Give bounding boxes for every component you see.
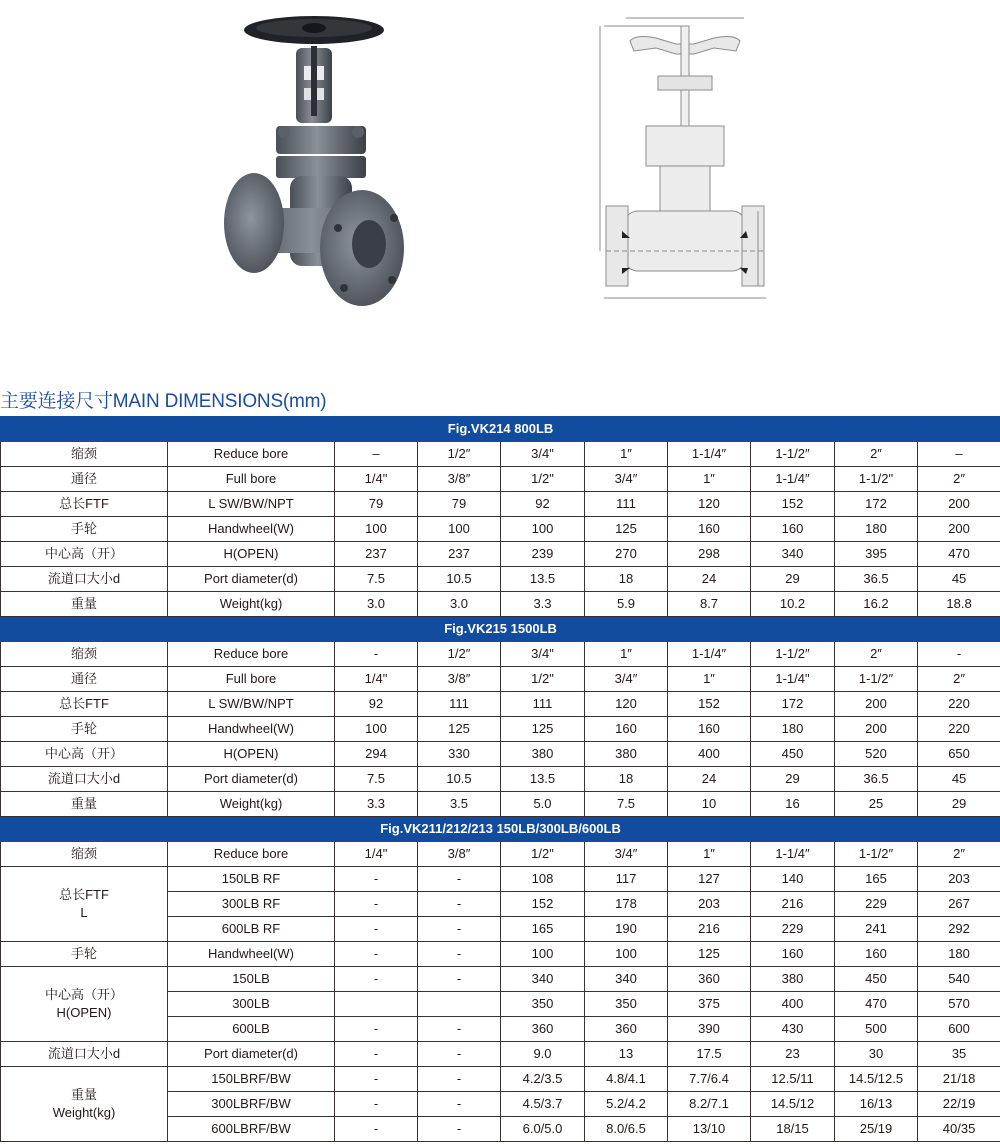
row-label-cn: 通径 xyxy=(1,467,168,492)
row-label-cn: 总长FTF xyxy=(1,492,168,517)
table-row xyxy=(1,767,1000,792)
table-row xyxy=(1,967,1000,992)
value-cell: 100 xyxy=(501,517,585,542)
value-cell: - xyxy=(418,942,501,967)
table-row xyxy=(1,742,1000,767)
value-cell: 350 xyxy=(585,992,668,1017)
row-label-en: 150LB RF xyxy=(168,867,335,892)
value-cell: 7.5 xyxy=(335,567,418,592)
value-cell: - xyxy=(335,1067,418,1092)
group-label-cn: 中心高（开） xyxy=(44,987,123,1002)
value-cell: - xyxy=(335,1042,418,1067)
row-label-en: Reduce bore xyxy=(168,842,335,867)
value-cell: 3/4″ xyxy=(585,467,668,492)
table-row xyxy=(1,442,1000,467)
value-cell: 239 xyxy=(501,542,585,567)
value-cell: 200 xyxy=(918,517,1000,542)
value-cell: 1-1/4″ xyxy=(668,642,751,667)
table-section-heading: Fig.VK211/212/213 150LB/300LB/600LB xyxy=(1,817,1000,842)
value-cell: 220 xyxy=(918,717,1000,742)
value-cell: 180 xyxy=(918,942,1000,967)
value-cell: 165 xyxy=(501,917,585,942)
value-cell: 450 xyxy=(835,967,918,992)
row-label-en: Reduce bore xyxy=(168,442,335,467)
value-cell: 29 xyxy=(918,792,1000,817)
value-cell: 340 xyxy=(751,542,835,567)
value-cell: 140 xyxy=(751,867,835,892)
group-label-en: Weight(kg) xyxy=(52,1105,116,1120)
value-cell: 1-1/2″ xyxy=(751,642,835,667)
table-row xyxy=(1,1042,1000,1067)
value-cell: 18 xyxy=(585,567,668,592)
value-cell: - xyxy=(918,642,1000,667)
value-cell: 267 xyxy=(918,892,1000,917)
value-cell: 152 xyxy=(668,692,751,717)
value-cell: 3.0 xyxy=(335,592,418,617)
value-cell: 3/8″ xyxy=(418,467,501,492)
value-cell: - xyxy=(335,942,418,967)
value-cell: 1/2″ xyxy=(418,442,501,467)
value-cell: 340 xyxy=(585,967,668,992)
value-cell: 24 xyxy=(668,567,751,592)
row-label-en: Handwheel(W) xyxy=(168,717,335,742)
value-cell: 1-1/2″ xyxy=(751,442,835,467)
value-cell: 1-1/4″ xyxy=(751,467,835,492)
value-cell: 160 xyxy=(751,517,835,542)
value-cell: 160 xyxy=(835,942,918,967)
value-cell: 350 xyxy=(501,992,585,1017)
table-row xyxy=(1,542,1000,567)
row-label-en: Port diameter(d) xyxy=(168,1042,335,1067)
value-cell: 5.2/4.2 xyxy=(585,1092,668,1117)
table-row xyxy=(1,792,1000,817)
value-cell: 23 xyxy=(751,1042,835,1067)
value-cell: 470 xyxy=(918,542,1000,567)
value-cell: 8.0/6.5 xyxy=(585,1117,668,1142)
table-section-heading: Fig.VK215 1500LB xyxy=(1,617,1000,642)
value-cell: 1/2" xyxy=(501,842,585,867)
value-cell: 360 xyxy=(585,1017,668,1042)
value-cell: 380 xyxy=(585,742,668,767)
value-cell: 180 xyxy=(751,717,835,742)
value-cell: 160 xyxy=(751,942,835,967)
group-label xyxy=(1,967,168,1042)
table-row xyxy=(1,517,1000,542)
row-label-en: Weight(kg) xyxy=(168,592,335,617)
value-cell: 16 xyxy=(751,792,835,817)
row-label-en: L SW/BW/NPT xyxy=(168,492,335,517)
value-cell: 92 xyxy=(335,692,418,717)
table-section-header xyxy=(1,617,1000,642)
value-cell: 13/10 xyxy=(668,1117,751,1142)
value-cell: 160 xyxy=(668,517,751,542)
row-label-en: 150LB xyxy=(168,967,335,992)
value-cell: 3/8″ xyxy=(418,667,501,692)
value-cell: 520 xyxy=(835,742,918,767)
value-cell: 18.8 xyxy=(918,592,1000,617)
group-label-cn: 总长FTF xyxy=(59,887,109,902)
value-cell: 7.5 xyxy=(335,767,418,792)
valve-section-drawing xyxy=(596,6,766,306)
value-cell: - xyxy=(418,892,501,917)
value-cell: - xyxy=(335,917,418,942)
value-cell: 13 xyxy=(585,1042,668,1067)
value-cell: 10.5 xyxy=(418,567,501,592)
value-cell: 22/19 xyxy=(918,1092,1000,1117)
value-cell: 1-1/4″ xyxy=(668,442,751,467)
value-cell: 1/2″ xyxy=(418,642,501,667)
dimensions-table xyxy=(0,416,1000,1142)
value-cell: 203 xyxy=(918,867,1000,892)
row-label-en: Full bore xyxy=(168,467,335,492)
value-cell: 13.5 xyxy=(501,767,585,792)
table-row xyxy=(1,717,1000,742)
value-cell: - xyxy=(335,1092,418,1117)
value-cell: 1-1/2″ xyxy=(835,842,918,867)
value-cell: 216 xyxy=(668,917,751,942)
table-row xyxy=(1,567,1000,592)
value-cell: 35 xyxy=(918,1042,1000,1067)
value-cell: 3/4" xyxy=(501,442,585,467)
value-cell: 2″ xyxy=(835,442,918,467)
value-cell: - xyxy=(335,867,418,892)
value-cell: 237 xyxy=(335,542,418,567)
row-label-en: H(OPEN) xyxy=(168,542,335,567)
row-label-en: 300LB xyxy=(168,992,335,1017)
value-cell: - xyxy=(418,1017,501,1042)
table-section-heading: Fig.VK214 800LB xyxy=(1,417,1000,442)
value-cell: 3/4" xyxy=(501,642,585,667)
value-cell: 12.5/11 xyxy=(751,1067,835,1092)
value-cell: 360 xyxy=(501,1017,585,1042)
value-cell: 111 xyxy=(418,692,501,717)
row-label-cn: 重量 xyxy=(1,592,168,617)
value-cell: 3.5 xyxy=(418,792,501,817)
value-cell: 190 xyxy=(585,917,668,942)
value-cell: - xyxy=(335,967,418,992)
flange-left xyxy=(224,173,284,273)
value-cell: 172 xyxy=(751,692,835,717)
row-label-cn: 流道口大小d xyxy=(1,1042,168,1067)
value-cell: - xyxy=(335,642,418,667)
row-label-cn: 中心高（开） xyxy=(1,542,168,567)
value-cell: 111 xyxy=(501,692,585,717)
row-label-en: 300LBRF/BW xyxy=(168,1092,335,1117)
value-cell: 1/2" xyxy=(501,667,585,692)
value-cell: 2″ xyxy=(918,842,1000,867)
table-row xyxy=(1,692,1000,717)
value-cell: - xyxy=(418,867,501,892)
row-label-cn: 手轮 xyxy=(1,717,168,742)
value-cell: 400 xyxy=(668,742,751,767)
value-cell: 1″ xyxy=(585,642,668,667)
value-cell: 40/35 xyxy=(918,1117,1000,1142)
value-cell: 203 xyxy=(668,892,751,917)
table-section-header xyxy=(1,417,1000,442)
value-cell: 24 xyxy=(668,767,751,792)
value-cell: 4.5/3.7 xyxy=(501,1092,585,1117)
value-cell: 380 xyxy=(751,967,835,992)
value-cell: 127 xyxy=(668,867,751,892)
handwheel-shape xyxy=(244,16,384,44)
value-cell: 7.5 xyxy=(585,792,668,817)
row-label-en: Port diameter(d) xyxy=(168,567,335,592)
value-cell: - xyxy=(418,1042,501,1067)
row-label-en: 150LBRF/BW xyxy=(168,1067,335,1092)
value-cell: - xyxy=(418,1092,501,1117)
value-cell: 650 xyxy=(918,742,1000,767)
row-label-en: Reduce bore xyxy=(168,642,335,667)
value-cell: 100 xyxy=(585,942,668,967)
table-row xyxy=(1,642,1000,667)
value-cell: 3.3 xyxy=(501,592,585,617)
value-cell: 3.3 xyxy=(335,792,418,817)
value-cell: 25 xyxy=(835,792,918,817)
value-cell: 2″ xyxy=(918,667,1000,692)
value-cell: 125 xyxy=(668,942,751,967)
value-cell: 25/19 xyxy=(835,1117,918,1142)
value-cell: 18/15 xyxy=(751,1117,835,1142)
group-label-cn: 重量 xyxy=(70,1087,97,1102)
main-dimensions-title: 主要连接尺寸MAIN DIMENSIONS(mm) xyxy=(0,391,327,412)
row-label-en: Weight(kg) xyxy=(168,792,335,817)
value-cell: 241 xyxy=(835,917,918,942)
bonnet-shape xyxy=(276,126,366,178)
value-cell: 160 xyxy=(585,717,668,742)
value-cell: 229 xyxy=(835,892,918,917)
group-label xyxy=(1,1067,168,1142)
value-cell: 16.2 xyxy=(835,592,918,617)
value-cell: 29 xyxy=(751,567,835,592)
value-cell: 1/4" xyxy=(335,842,418,867)
value-cell: 165 xyxy=(835,867,918,892)
value-cell: - xyxy=(418,1117,501,1142)
row-label-cn: 缩颈 xyxy=(1,642,168,667)
value-cell: 14.5/12 xyxy=(751,1092,835,1117)
value-cell: 178 xyxy=(585,892,668,917)
value-cell: 111 xyxy=(585,492,668,517)
value-cell: 450 xyxy=(751,742,835,767)
table-row xyxy=(1,467,1000,492)
value-cell: 9.0 xyxy=(501,1042,585,1067)
table-row xyxy=(1,942,1000,967)
value-cell: 200 xyxy=(835,717,918,742)
row-label-en: 600LB RF xyxy=(168,917,335,942)
value-cell: 7.7/6.4 xyxy=(668,1067,751,1092)
value-cell: 36.5 xyxy=(835,567,918,592)
table-row xyxy=(1,667,1000,692)
value-cell: 16/13 xyxy=(835,1092,918,1117)
group-label-en: L xyxy=(80,905,88,920)
row-label-en: L SW/BW/NPT xyxy=(168,692,335,717)
table-row xyxy=(1,867,1000,892)
value-cell: – xyxy=(918,442,1000,467)
value-cell: - xyxy=(418,917,501,942)
value-cell: 120 xyxy=(668,492,751,517)
value-cell xyxy=(418,992,501,1017)
value-cell: 360 xyxy=(668,967,751,992)
value-cell: 2″ xyxy=(918,467,1000,492)
value-cell: 45 xyxy=(918,567,1000,592)
value-cell: 13.5 xyxy=(501,567,585,592)
row-label-cn: 通径 xyxy=(1,667,168,692)
value-cell: 21/18 xyxy=(918,1067,1000,1092)
value-cell: 4.8/4.1 xyxy=(585,1067,668,1092)
value-cell: 216 xyxy=(751,892,835,917)
value-cell: 375 xyxy=(668,992,751,1017)
value-cell: - xyxy=(418,1067,501,1092)
value-cell: - xyxy=(335,1117,418,1142)
value-cell: 10.2 xyxy=(751,592,835,617)
value-cell: 79 xyxy=(418,492,501,517)
value-cell: 180 xyxy=(835,517,918,542)
value-cell: 30 xyxy=(835,1042,918,1067)
value-cell: 79 xyxy=(335,492,418,517)
value-cell: 117 xyxy=(585,867,668,892)
value-cell: 1″ xyxy=(668,467,751,492)
value-cell: 100 xyxy=(418,517,501,542)
value-cell: 152 xyxy=(501,892,585,917)
value-cell: 1″ xyxy=(585,442,668,467)
value-cell: 1-1/2″ xyxy=(835,667,918,692)
value-cell: 1-1/4″ xyxy=(751,842,835,867)
value-cell: 100 xyxy=(501,942,585,967)
value-cell: 1″ xyxy=(668,842,751,867)
value-cell: 1/4" xyxy=(335,667,418,692)
value-cell: – xyxy=(335,442,418,467)
row-label-cn: 重量 xyxy=(1,792,168,817)
row-label-cn: 流道口大小d xyxy=(1,567,168,592)
row-label-en: Handwheel(W) xyxy=(168,942,335,967)
value-cell: 125 xyxy=(418,717,501,742)
value-cell: 14.5/12.5 xyxy=(835,1067,918,1092)
row-label-cn: 手轮 xyxy=(1,517,168,542)
value-cell: 237 xyxy=(418,542,501,567)
value-cell: 292 xyxy=(918,917,1000,942)
value-cell: 100 xyxy=(335,717,418,742)
value-cell: 540 xyxy=(918,967,1000,992)
value-cell: 3/8″ xyxy=(418,842,501,867)
value-cell: - xyxy=(335,1017,418,1042)
value-cell: 200 xyxy=(835,692,918,717)
value-cell: 125 xyxy=(501,717,585,742)
value-cell: 3/4″ xyxy=(585,667,668,692)
value-cell: 395 xyxy=(835,542,918,567)
group-label-en: H(OPEN) xyxy=(56,1005,112,1020)
value-cell: 17.5 xyxy=(668,1042,751,1067)
value-cell: 270 xyxy=(585,542,668,567)
value-cell: 1″ xyxy=(668,667,751,692)
value-cell: 29 xyxy=(751,767,835,792)
value-cell: 120 xyxy=(585,692,668,717)
row-label-cn: 手轮 xyxy=(1,942,168,967)
value-cell: 160 xyxy=(668,717,751,742)
value-cell: 10 xyxy=(668,792,751,817)
value-cell: 152 xyxy=(751,492,835,517)
value-cell: 1/4" xyxy=(335,467,418,492)
row-label-en: Port diameter(d) xyxy=(168,767,335,792)
value-cell: 8.7 xyxy=(668,592,751,617)
value-cell: 125 xyxy=(585,517,668,542)
row-label-en: H(OPEN) xyxy=(168,742,335,767)
value-cell: - xyxy=(418,967,501,992)
row-label-cn: 缩颈 xyxy=(1,842,168,867)
value-cell: 1/2" xyxy=(501,467,585,492)
value-cell: 390 xyxy=(668,1017,751,1042)
value-cell: 600 xyxy=(918,1017,1000,1042)
row-label-en: Handwheel(W) xyxy=(168,517,335,542)
value-cell xyxy=(335,992,418,1017)
value-cell: 200 xyxy=(918,492,1000,517)
value-cell: 8.2/7.1 xyxy=(668,1092,751,1117)
value-cell: 1-1/2" xyxy=(835,467,918,492)
table-row xyxy=(1,842,1000,867)
value-cell: - xyxy=(335,892,418,917)
row-label-en: Full bore xyxy=(168,667,335,692)
value-cell: 470 xyxy=(835,992,918,1017)
value-cell: 4.2/3.5 xyxy=(501,1067,585,1092)
value-cell: 380 xyxy=(501,742,585,767)
value-cell: 3/4″ xyxy=(585,842,668,867)
value-cell: 298 xyxy=(668,542,751,567)
value-cell: 92 xyxy=(501,492,585,517)
value-cell: 36.5 xyxy=(835,767,918,792)
value-cell: 18 xyxy=(585,767,668,792)
value-cell: 108 xyxy=(501,867,585,892)
row-label-en: 300LB RF xyxy=(168,892,335,917)
value-cell: 330 xyxy=(418,742,501,767)
value-cell: 229 xyxy=(751,917,835,942)
value-cell: 1-1/4" xyxy=(751,667,835,692)
row-label-cn: 缩颈 xyxy=(1,442,168,467)
value-cell: 570 xyxy=(918,992,1000,1017)
row-label-en: 600LBRF/BW xyxy=(168,1117,335,1142)
flange-right xyxy=(320,190,404,306)
value-cell: 294 xyxy=(335,742,418,767)
value-cell: 172 xyxy=(835,492,918,517)
row-label-cn: 总长FTF xyxy=(1,692,168,717)
value-cell: 5.0 xyxy=(501,792,585,817)
value-cell: 220 xyxy=(918,692,1000,717)
valve-product-photo xyxy=(214,8,414,308)
value-cell: 2″ xyxy=(835,642,918,667)
value-cell: 5.9 xyxy=(585,592,668,617)
value-cell: 45 xyxy=(918,767,1000,792)
value-cell: 500 xyxy=(835,1017,918,1042)
group-label xyxy=(1,867,168,942)
row-label-cn: 流道口大小d xyxy=(1,767,168,792)
value-cell: 430 xyxy=(751,1017,835,1042)
value-cell: 10.5 xyxy=(418,767,501,792)
value-cell: 100 xyxy=(335,517,418,542)
value-cell: 340 xyxy=(501,967,585,992)
table-row xyxy=(1,592,1000,617)
value-cell: 400 xyxy=(751,992,835,1017)
table-row xyxy=(1,492,1000,517)
value-cell: 6.0/5.0 xyxy=(501,1117,585,1142)
row-label-en: 600LB xyxy=(168,1017,335,1042)
row-label-cn: 中心高（开） xyxy=(1,742,168,767)
value-cell: 3.0 xyxy=(418,592,501,617)
yoke-shape xyxy=(296,46,332,123)
table-section-header xyxy=(1,817,1000,842)
table-row xyxy=(1,1067,1000,1092)
